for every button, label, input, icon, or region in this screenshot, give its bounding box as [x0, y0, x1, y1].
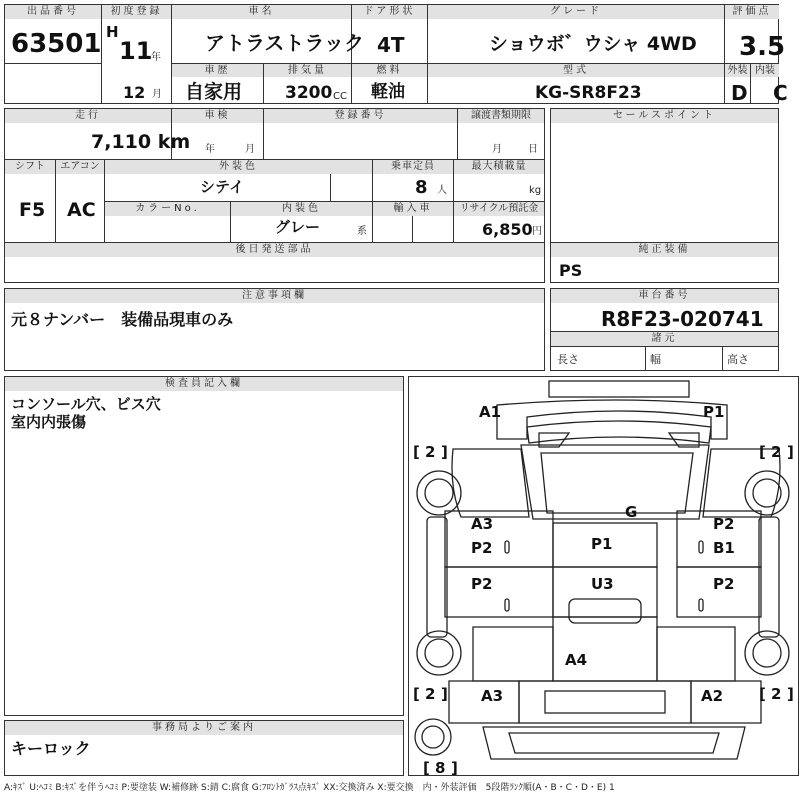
mark-a1: A1	[479, 403, 502, 421]
reg-no-header: 登録番号	[264, 109, 457, 123]
recycle-header: リサイクル預託金	[454, 202, 544, 216]
int-color-value: グレー	[275, 218, 321, 236]
recycle-unit: 円	[532, 226, 542, 237]
tire-rr-bracket-close: ]	[787, 685, 794, 703]
inspection-year-unit: 年	[205, 144, 215, 155]
history-value: 自家用	[185, 81, 243, 103]
mark-p2-lower-left: P2	[471, 575, 493, 593]
office-box	[4, 720, 404, 776]
mark-a3-lower: A3	[481, 687, 504, 705]
interior-header: 内装	[751, 64, 779, 77]
genuine-equip-value: PS	[559, 261, 583, 280]
inspector-note-1: コンソール穴、ビス穴	[11, 395, 161, 413]
model-type-header: 型式	[428, 64, 724, 77]
later-parts-header: 後日発送部品	[5, 243, 544, 257]
tire-rl-bracket-close: ]	[441, 685, 448, 703]
max-load-unit: kg	[529, 185, 542, 196]
history-header: 車歴	[172, 64, 263, 77]
grade-value: ショウボ゛ウシャ 4WD	[489, 33, 697, 55]
transfer-day-unit: 日	[528, 144, 538, 155]
car-diagram	[409, 377, 798, 775]
tire-rr-bracket: [	[759, 685, 766, 703]
int-color-header: 内装色	[231, 202, 372, 216]
mark-a2: A2	[701, 687, 724, 705]
displacement-header: 排気量	[264, 64, 351, 77]
mark-a4: A4	[565, 651, 588, 669]
spare-bracket-close: ]	[451, 759, 458, 775]
tire-right-mark: 2	[771, 443, 782, 461]
score-header: 評価点	[725, 5, 779, 19]
first-reg-month: 12	[123, 83, 146, 102]
car-diagram-box	[408, 376, 799, 776]
car-name-value: アトラストラック	[205, 31, 364, 55]
mark-p2-right-upper: P2	[713, 515, 735, 533]
recycle-value: 6,850	[482, 220, 533, 239]
mark-p1-center: P1	[591, 535, 613, 553]
grade-header: グレード	[428, 5, 724, 19]
import-header: 輸入車	[373, 202, 453, 216]
notes-header: 注意事項欄	[5, 289, 544, 303]
first-reg-era: H	[106, 23, 119, 41]
int-color-suffix: 系	[357, 226, 367, 237]
notes-box	[4, 288, 545, 371]
mileage-value: 7,110 km	[91, 131, 191, 153]
notes-value: 元８ナンバー 装備品現車のみ	[11, 310, 234, 329]
mark-p1-top: P1	[703, 403, 725, 421]
transfer-docs-header: 譲渡書類期限	[458, 109, 544, 123]
exterior-grade-value: D	[731, 81, 748, 105]
first-reg-header: 初度登録	[102, 5, 171, 19]
inspector-note-2: 室内内張傷	[11, 413, 87, 431]
transfer-month-unit: 月	[492, 144, 502, 155]
car-name-header: 車名	[172, 5, 351, 19]
inspection-header: 車検	[172, 109, 263, 123]
door-value: 4T	[377, 33, 405, 57]
fuel-header: 燃料	[352, 64, 427, 77]
capacity-header: 乗車定員	[373, 160, 453, 174]
legend: A:ｷｽﾞ U:ﾍｺﾐ B:ｷｽﾞを伴うﾍｺﾐ P:要塗装 W:補修跡 S:錆 C:腐食 G:ﾌﾛﾝﾄｶﾞﾗｽ点ｷｽﾞ XX:交換済み X:要交換 内・外装評価 5段階ﾗﾝｸ順(A・B・C・D・E) 1	[4, 783, 615, 793]
door-header: ドア形状	[352, 5, 427, 19]
specs-height-label: 高さ	[727, 353, 749, 366]
capacity-unit: 人	[437, 185, 447, 196]
mark-u3: U3	[591, 575, 614, 593]
interior-grade-value: C	[773, 81, 788, 105]
tire-rl-mark: 2	[425, 685, 436, 703]
sales-point-header: セールスポイント	[551, 109, 778, 123]
first-reg-year: 11	[119, 37, 153, 65]
color-no-header: カラーNo.	[105, 202, 230, 216]
office-note: キーロック	[11, 739, 91, 758]
displacement-unit: CC	[333, 91, 347, 102]
chassis-no-value: R8F23-020741	[601, 307, 764, 331]
first-reg-year-unit: 年	[151, 52, 161, 63]
tire-rr-mark: 2	[771, 685, 782, 703]
specs-header: 諸元	[551, 332, 778, 346]
spare-bracket: [	[423, 759, 430, 775]
tire-right-bracket: [	[759, 443, 766, 461]
office-header: 事務局よりご案内	[5, 721, 403, 735]
fuel-value: 軽油	[371, 82, 405, 102]
inspector-header: 検査員記入欄	[5, 377, 403, 391]
inspector-box	[4, 376, 404, 716]
ext-color-value: シテイ	[200, 178, 244, 196]
tire-left-bracket: [	[413, 443, 420, 461]
tire-right-bracket-close: ]	[787, 443, 794, 461]
vehicle-detail-grid	[4, 108, 545, 283]
capacity-value: 8	[415, 177, 428, 198]
aircon-header: エアコン	[56, 160, 104, 174]
specs-length-label: 長さ	[557, 353, 579, 366]
exterior-header: 外装	[725, 64, 750, 77]
mark-b1: B1	[713, 539, 735, 557]
spare-mark: 8	[435, 759, 446, 775]
tire-left-bracket-close: ]	[441, 443, 448, 461]
tire-rl-bracket: [	[413, 685, 420, 703]
mark-p2-left: P2	[471, 539, 493, 557]
mileage-header: 走行	[5, 109, 171, 123]
shift-header: シフト	[5, 160, 55, 174]
chassis-header: 車台番号	[551, 289, 778, 303]
model-type-value: KG-SR8F23	[535, 83, 642, 103]
inspection-month-unit: 月	[245, 144, 255, 155]
header-grid	[4, 4, 788, 105]
specs-width-label: 幅	[650, 353, 661, 366]
shift-value: F5	[19, 199, 46, 221]
aircon-value: AC	[67, 199, 96, 221]
sales-point-box	[550, 108, 779, 283]
first-reg-month-unit: 月	[152, 89, 162, 100]
max-load-header: 最大積載量	[454, 160, 544, 174]
chassis-box	[550, 288, 779, 371]
lot-no-value: 63501	[11, 29, 102, 59]
ext-color-header: 外装色	[105, 160, 372, 174]
lot-no-header: 出品番号	[5, 5, 101, 19]
mark-a3-upper: A3	[471, 515, 494, 533]
score-value: 3.5	[739, 32, 786, 62]
tire-left-mark: 2	[425, 443, 436, 461]
mark-g: G	[625, 503, 638, 521]
mark-p2-lower-right: P2	[713, 575, 735, 593]
genuine-equip-header: 純正装備	[551, 243, 778, 257]
displacement-value: 3200	[285, 83, 333, 103]
